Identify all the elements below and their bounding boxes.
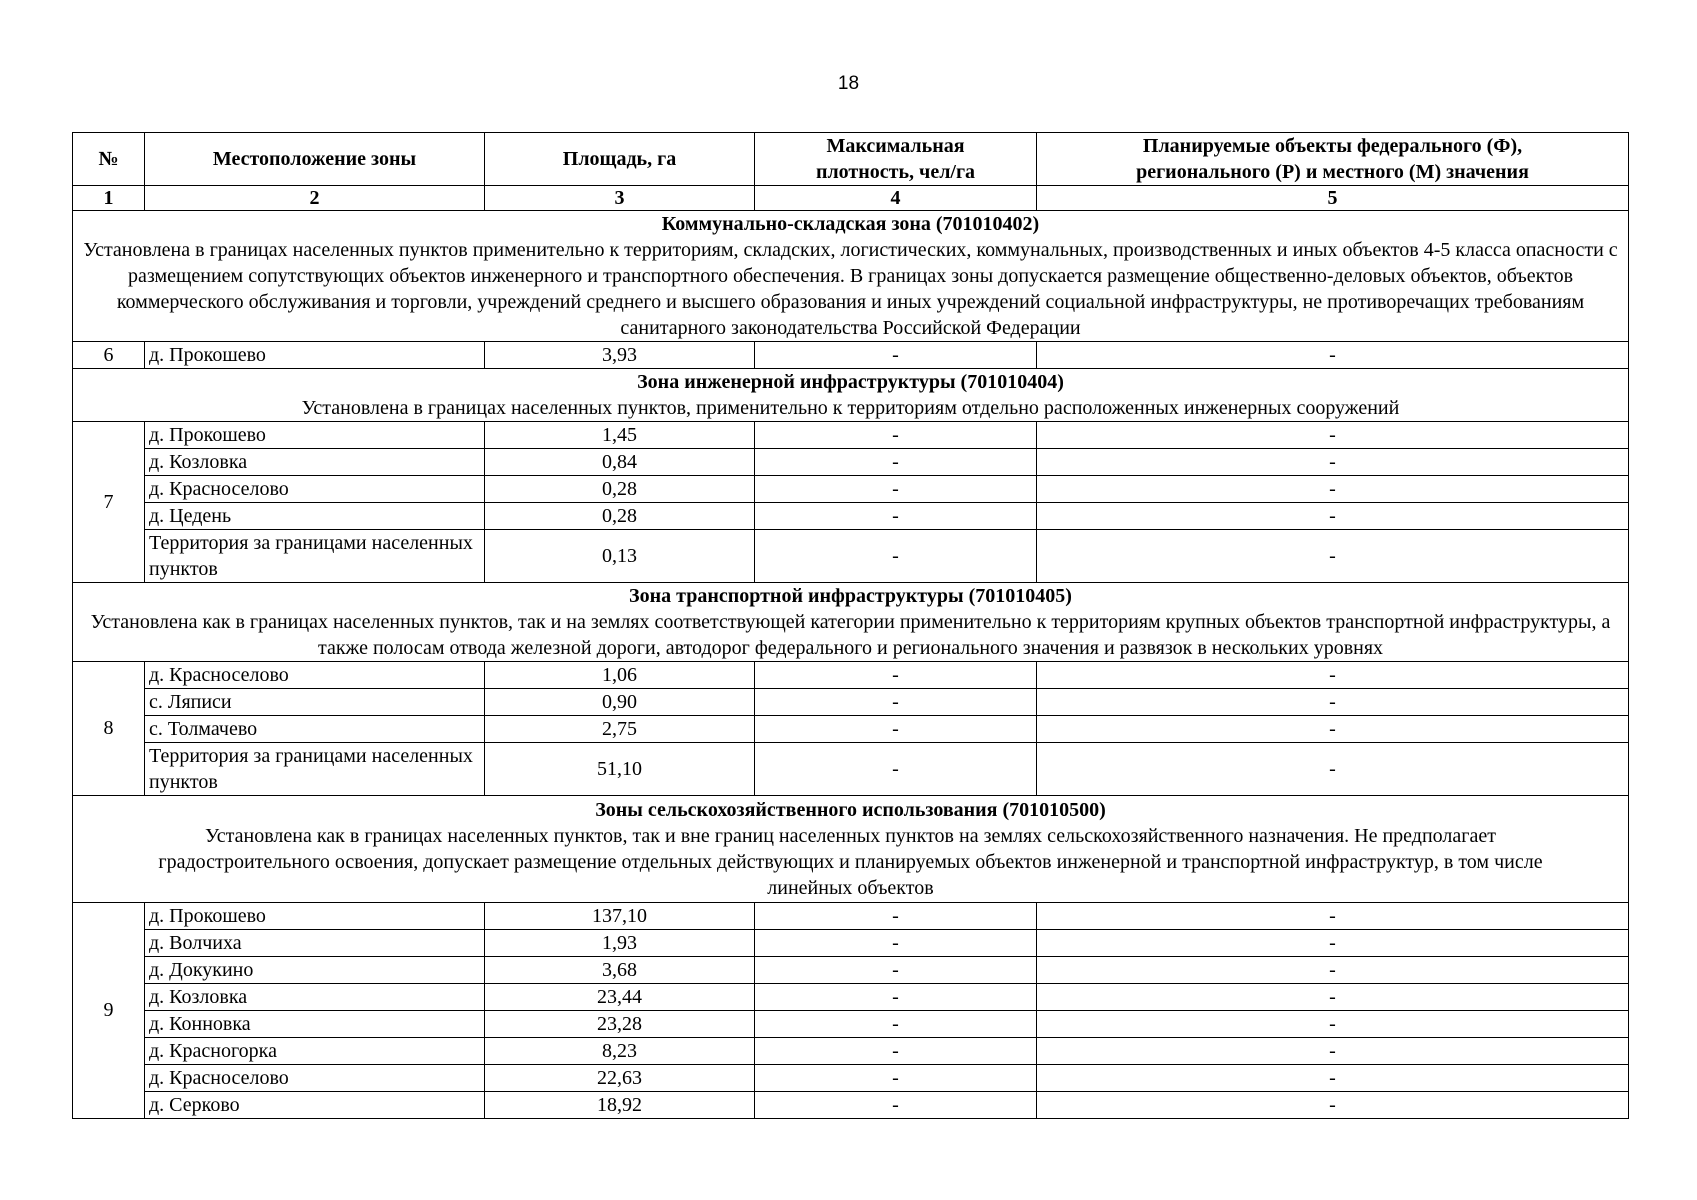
location-cell: д. Прокошево: [145, 903, 485, 930]
location-cell: д. Цедень: [145, 503, 485, 530]
zone-title: Зона транспортной инфраструктуры (701010405): [629, 585, 1072, 607]
area-cell: 51,10: [485, 743, 755, 796]
table-row: [73, 1038, 1629, 1065]
table-row: [73, 716, 1629, 743]
table-row: [73, 530, 1629, 583]
zone-description: Установлена как в границах населенных пунктов, так и на землях соответствующей категории применительно к территориям крупных объектов транспортной инфраструктуры, а также полосам отвода железной дороги, автодорог федерального и регионального значения и развязок в нескольких уровнях: [90, 611, 1611, 659]
area-cell: 1,06: [485, 662, 755, 689]
location-cell: д. Прокошево: [145, 342, 485, 369]
column-index: 1: [73, 186, 145, 211]
table-row: [73, 422, 1629, 449]
location-cell: д. Докукино: [145, 957, 485, 984]
zone-title: Зона инженерной инфраструктуры (701010404): [637, 371, 1064, 393]
area-cell: 3,68: [485, 957, 755, 984]
area-cell: 0,13: [485, 530, 755, 583]
zone-title: Коммунально-складская зона (701010402): [661, 213, 1040, 235]
objects-cell: -: [1037, 716, 1629, 743]
density-cell: -: [755, 1038, 1037, 1065]
table-row: [73, 903, 1629, 930]
table-row: [73, 476, 1629, 503]
location-cell: д. Красноселово: [145, 476, 485, 503]
objects-cell: -: [1037, 422, 1629, 449]
area-cell: 23,28: [485, 1011, 755, 1038]
objects-cell: -: [1037, 743, 1629, 796]
density-cell: -: [755, 1065, 1037, 1092]
area-cell: 0,28: [485, 503, 755, 530]
objects-cell: -: [1037, 903, 1629, 930]
density-cell: -: [755, 662, 1037, 689]
area-cell: 22,63: [485, 1065, 755, 1092]
objects-cell: -: [1037, 1038, 1629, 1065]
header-objects: Планируемые объекты федерального (Ф), регионального (Р) и местного (М) значения: [1037, 133, 1629, 186]
density-cell: -: [755, 930, 1037, 957]
density-cell: -: [755, 1092, 1037, 1119]
objects-cell: -: [1037, 689, 1629, 716]
density-cell: -: [755, 957, 1037, 984]
density-cell: -: [755, 342, 1037, 369]
location-cell: д. Конновка: [145, 1011, 485, 1038]
column-index: 2: [145, 186, 485, 211]
header-area: Площадь, га: [485, 133, 755, 186]
location-cell: Территория за границами населенных пунктов: [145, 530, 485, 583]
objects-cell: -: [1037, 984, 1629, 1011]
location-cell: д. Волчиха: [145, 930, 485, 957]
zone-header-row: [73, 211, 1629, 342]
location-cell: д. Красноселово: [145, 662, 485, 689]
density-cell: -: [755, 422, 1037, 449]
density-cell: -: [755, 689, 1037, 716]
location-cell: д. Козловка: [145, 449, 485, 476]
area-cell: 18,92: [485, 1092, 755, 1119]
objects-cell: -: [1037, 1011, 1629, 1038]
location-cell: с. Толмачево: [145, 716, 485, 743]
area-cell: 2,75: [485, 716, 755, 743]
zone-description: Установлена в границах населенных пунктов применительно к территориям, складских, логистических, коммунальных, производственных и иных объектов 4-5 класса опасности с размещением сопутствующих объектов инженерного и транспортного обеспечения. В границах зоны допускается размещение общественно-деловых объектов, объектов коммерческого обслуживания и торговли, учреждений среднего и высшего образования и иных учреждений социальной инфраструктуры, не противоречащих требованиям санитарного законодательства Российской Федерации: [83, 239, 1618, 339]
density-cell: -: [755, 903, 1037, 930]
density-cell: -: [755, 449, 1037, 476]
density-cell: -: [755, 1011, 1037, 1038]
zone-header: [73, 211, 1629, 342]
table-row: [73, 1011, 1629, 1038]
area-cell: 1,93: [485, 930, 755, 957]
location-cell: д. Прокошево: [145, 422, 485, 449]
area-cell: 0,84: [485, 449, 755, 476]
density-cell: -: [755, 984, 1037, 1011]
density-cell: -: [755, 503, 1037, 530]
objects-cell: -: [1037, 1092, 1629, 1119]
location-cell: д. Красногорка: [145, 1038, 485, 1065]
density-cell: -: [755, 476, 1037, 503]
objects-cell: -: [1037, 662, 1629, 689]
zones-table: [72, 132, 1629, 1119]
objects-cell: -: [1037, 476, 1629, 503]
area-cell: 1,45: [485, 422, 755, 449]
header-density: Максимальная плотность, чел/га: [755, 133, 1037, 186]
table-row: [73, 1065, 1629, 1092]
objects-cell: -: [1037, 503, 1629, 530]
table-row: [73, 930, 1629, 957]
objects-cell: -: [1037, 957, 1629, 984]
zone-header: [73, 583, 1629, 662]
zone-header-row: [73, 796, 1629, 903]
density-cell: -: [755, 743, 1037, 796]
objects-cell: -: [1037, 930, 1629, 957]
table-row: [73, 342, 1629, 369]
objects-cell: -: [1037, 449, 1629, 476]
header-row: [73, 133, 1629, 186]
objects-cell: -: [1037, 530, 1629, 583]
row-number: 7: [73, 422, 145, 583]
zone-header-row: [73, 369, 1629, 422]
table-row: [73, 503, 1629, 530]
area-cell: 8,23: [485, 1038, 755, 1065]
zone-header: [73, 796, 1629, 903]
area-cell: 0,28: [485, 476, 755, 503]
zone-description: Установлена как в границах населенных пунктов, так и вне границ населенных пунктов на землях сельскохозяйственного назначения. Не предполагает градостроительного освоения, допускает размещение отдельных действующих и планируемых объектов инженерной и транспортной инфраструктур, в том числе линейных объектов: [158, 825, 1543, 899]
table-row: [73, 957, 1629, 984]
area-cell: 3,93: [485, 342, 755, 369]
column-index: 4: [755, 186, 1037, 211]
location-cell: Территория за границами населенных пунктов: [145, 743, 485, 796]
column-index: 5: [1037, 186, 1629, 211]
header-num: №: [73, 133, 145, 186]
area-cell: 23,44: [485, 984, 755, 1011]
table-row: [73, 1092, 1629, 1119]
table-row: [73, 662, 1629, 689]
header-location: Местоположение зоны: [145, 133, 485, 186]
table-row: [73, 449, 1629, 476]
zone-header: [73, 369, 1629, 422]
area-cell: 0,90: [485, 689, 755, 716]
zone-description: Установлена в границах населенных пунктов, применительно к территориям отдельно расположенных инженерных сооружений: [301, 397, 1400, 419]
location-cell: д. Серково: [145, 1092, 485, 1119]
location-cell: с. Ляписи: [145, 689, 485, 716]
row-number: 8: [73, 662, 145, 796]
table-row: [73, 743, 1629, 796]
location-cell: д. Красноселово: [145, 1065, 485, 1092]
row-number: 6: [73, 342, 145, 369]
density-cell: -: [755, 530, 1037, 583]
area-cell: 137,10: [485, 903, 755, 930]
objects-cell: -: [1037, 342, 1629, 369]
zone-title: Зоны сельскохозяйственного использования (701010500): [595, 799, 1106, 821]
objects-cell: -: [1037, 1065, 1629, 1092]
zone-header-row: [73, 583, 1629, 662]
table-row: [73, 689, 1629, 716]
row-number: 9: [73, 903, 145, 1119]
density-cell: -: [755, 716, 1037, 743]
column-index: 3: [485, 186, 755, 211]
column-index-row: [73, 186, 1629, 211]
page-number: 18: [837, 73, 860, 94]
table-row: [73, 984, 1629, 1011]
location-cell: д. Козловка: [145, 984, 485, 1011]
